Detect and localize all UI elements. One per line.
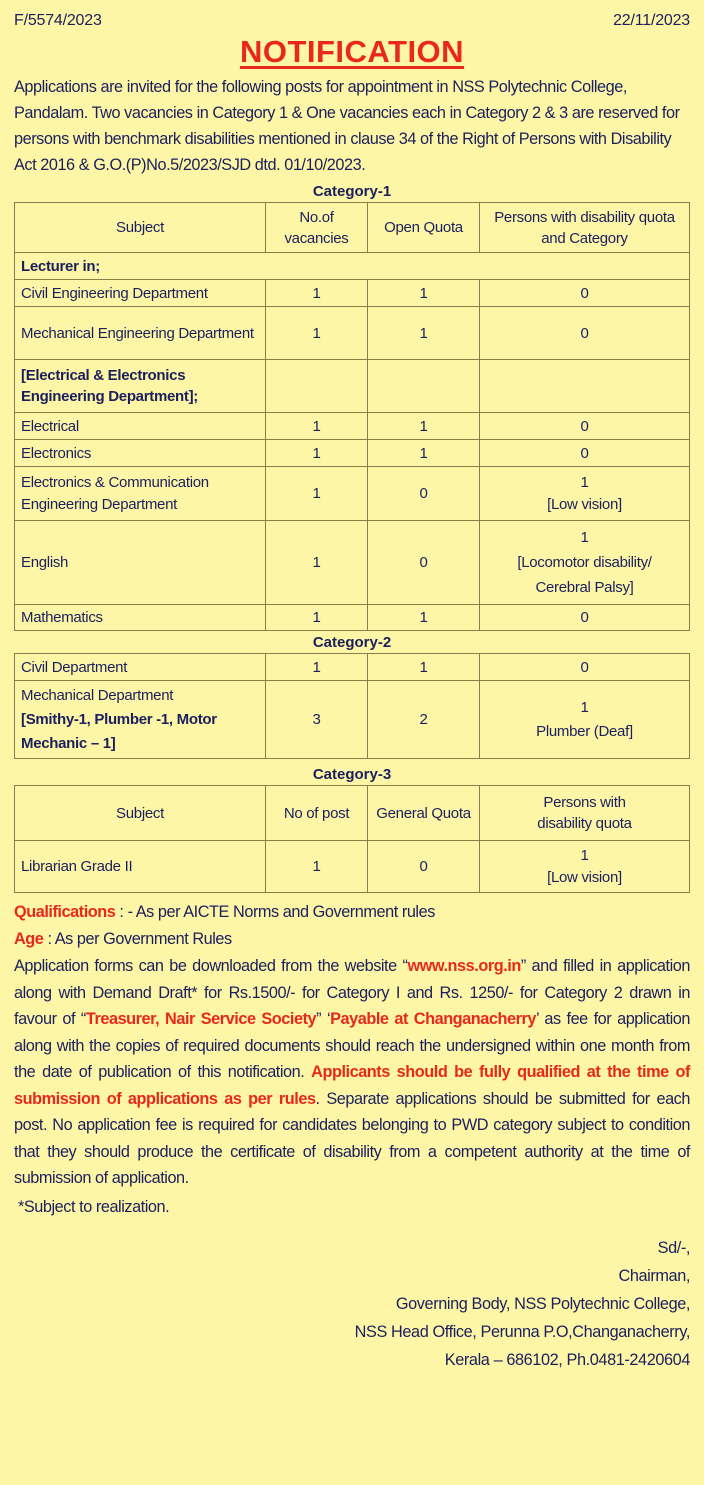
pwd-note: [Locomotor disability/ Cerebral Palsy] bbox=[517, 554, 652, 596]
table-row bbox=[15, 841, 690, 893]
pwd-note: [Low vision] bbox=[547, 868, 622, 886]
col-general-quota: General Quota bbox=[368, 786, 480, 841]
category-2-table bbox=[14, 653, 690, 759]
pwd-count: 1 bbox=[580, 529, 589, 546]
table-row bbox=[15, 605, 690, 631]
pwd-note: [Low vision] bbox=[547, 495, 622, 513]
cell-pwd: 0 bbox=[480, 440, 690, 467]
notice-title: NOTIFICATION bbox=[239, 34, 465, 69]
cell-subject: Electronics & Communication Engineering Department bbox=[15, 467, 266, 521]
cell-pwd bbox=[480, 681, 690, 759]
cell-vacancies: 1 bbox=[266, 654, 368, 681]
table-row bbox=[15, 440, 690, 467]
age-label: Age bbox=[14, 930, 44, 948]
qualifications-sep: : - bbox=[115, 903, 136, 921]
table-header-row bbox=[15, 786, 690, 841]
category-1-table bbox=[14, 202, 690, 631]
cell-vacancies: 3 bbox=[266, 681, 368, 759]
age-text: As per Government Rules bbox=[54, 930, 232, 948]
cell-subject: Civil Engineering Department bbox=[15, 280, 266, 307]
app-text-3: ” ‘ bbox=[316, 1010, 331, 1028]
notice-date: 22/11/2023 bbox=[613, 12, 690, 29]
pwd-count: 1 bbox=[580, 698, 589, 716]
cell-subject: Mechanical Engineering Department bbox=[15, 307, 266, 360]
table-row bbox=[15, 467, 690, 521]
app-text-2: ” and filled in application along with Demand Draft* for Rs.1500/- for Category I and Rs. 1250/- for Category 2 drawn in favour of “ bbox=[14, 957, 690, 1028]
table-row bbox=[15, 253, 690, 280]
cell-open: 1 bbox=[368, 413, 480, 440]
cell-pwd: 0 bbox=[480, 654, 690, 681]
cell-pwd: 0 bbox=[480, 605, 690, 631]
qualifications-text: As per AICTE Norms and Government rules bbox=[135, 903, 435, 921]
category-3-heading: Category-3 bbox=[312, 766, 392, 783]
col-pwd-quota: Persons with disability quota bbox=[480, 786, 690, 841]
cell-vacancies: 1 bbox=[266, 440, 368, 467]
reference-number: F/5574/2023 bbox=[14, 12, 102, 29]
cell-open: 1 bbox=[368, 307, 480, 360]
table-row bbox=[15, 360, 690, 413]
footnote: *Subject to realization. bbox=[18, 1197, 170, 1216]
category-3-table bbox=[14, 785, 690, 893]
cell-subject: Librarian Grade II bbox=[15, 841, 266, 893]
cell-vacancies: 1 bbox=[266, 307, 368, 360]
pwd-count: 1 bbox=[580, 846, 589, 864]
website-link[interactable]: www.nss.org.in bbox=[407, 957, 521, 975]
cell-vacancies: 1 bbox=[266, 280, 368, 307]
signature-address: NSS Head Office, Perunna P.O,Changanacherry, bbox=[354, 1323, 690, 1341]
group-label: Lecturer in; bbox=[15, 253, 690, 280]
cell-subject: Mathematics bbox=[15, 605, 266, 631]
cell-general: 0 bbox=[368, 841, 480, 893]
qualifications-line bbox=[14, 899, 690, 926]
pwd-note: Plumber (Deaf] bbox=[536, 722, 633, 740]
cell-pwd bbox=[480, 841, 690, 893]
table-header-row bbox=[15, 203, 690, 253]
table-row bbox=[15, 280, 690, 307]
cell-open: 0 bbox=[368, 521, 480, 605]
col-subject: Subject bbox=[15, 203, 266, 253]
age-line bbox=[14, 926, 690, 953]
signature-title: Chairman, bbox=[618, 1267, 690, 1285]
cell-subject: Electronics bbox=[15, 440, 266, 467]
signature-contact: Kerala – 686102, Ph.0481-2420604 bbox=[444, 1351, 690, 1369]
col-vacancies: No.of vacancies bbox=[266, 203, 368, 253]
table-row bbox=[15, 307, 690, 360]
cell-subject: English bbox=[15, 521, 266, 605]
table-row bbox=[15, 413, 690, 440]
category-1-heading: Category-1 bbox=[312, 183, 392, 200]
cell-open: 1 bbox=[368, 605, 480, 631]
header-line bbox=[14, 0, 690, 30]
application-paragraph bbox=[14, 953, 690, 1192]
cell-open: 1 bbox=[368, 440, 480, 467]
cell-vacancies: 1 bbox=[266, 521, 368, 605]
cell-open: 1 bbox=[368, 654, 480, 681]
table-row bbox=[15, 681, 690, 759]
cell-pwd bbox=[480, 521, 690, 605]
col-subject: Subject bbox=[15, 786, 266, 841]
subject-detail: [Smithy-1, Plumber -1, Motor Mechanic – 1] bbox=[21, 710, 217, 752]
col-pwd-quota: Persons with disability quota and Category bbox=[480, 203, 690, 253]
app-text-1: Application forms can be downloaded from the website “ bbox=[14, 957, 408, 975]
cell-pwd bbox=[480, 467, 690, 521]
col-open-quota: Open Quota bbox=[368, 203, 480, 253]
cell-vacancies: 1 bbox=[266, 413, 368, 440]
app-text-5: . Separate applications should be submitted for each post. No application fee is required for candidates belonging to PWD category subject to condition that they should produce the certificate of disability from a competent authority at the time of submission of application. bbox=[14, 1089, 690, 1187]
pwd-count: 1 bbox=[580, 473, 589, 491]
table-row bbox=[15, 521, 690, 605]
age-sep: : bbox=[43, 930, 55, 948]
cell-vacancies: 1 bbox=[266, 605, 368, 631]
cell-open: 1 bbox=[368, 280, 480, 307]
payable-at: Payable at Changanacherry bbox=[330, 1010, 536, 1028]
cell-vacancies: 1 bbox=[266, 467, 368, 521]
cell-pwd: 0 bbox=[480, 413, 690, 440]
payee-name: Treasurer, Nair Service Society bbox=[85, 1010, 317, 1028]
category-2-heading: Category-2 bbox=[312, 634, 392, 651]
cell-open: 0 bbox=[368, 467, 480, 521]
cell-subject: Civil Department bbox=[15, 654, 266, 681]
col-posts: No of post bbox=[266, 786, 368, 841]
signature-body: Governing Body, NSS Polytechnic College, bbox=[395, 1295, 690, 1313]
app-text-4: ’ as fee for application along with the copies of required documents should reach the undersigned within one month from the date of publication of this notification. bbox=[14, 1010, 690, 1081]
subgroup-label: [Electrical & Electronics Engineering Department]; bbox=[15, 360, 266, 413]
cell-subject: Electrical bbox=[15, 413, 266, 440]
cell-posts: 1 bbox=[266, 841, 368, 893]
cell-subject bbox=[15, 681, 266, 759]
table-row bbox=[15, 654, 690, 681]
cell-open: 2 bbox=[368, 681, 480, 759]
signature-sd: Sd/-, bbox=[657, 1239, 690, 1257]
qualifications-label: Qualifications bbox=[14, 903, 116, 921]
signature-block bbox=[14, 1234, 690, 1374]
cell-pwd: 0 bbox=[480, 307, 690, 360]
cell-pwd: 0 bbox=[480, 280, 690, 307]
qualified-emphasis: Applicants should be fully qualified at the time of submission of applications as per rules bbox=[14, 1063, 690, 1108]
subject-name: Mechanical Department bbox=[21, 686, 174, 704]
intro-paragraph: Applications are invited for the following posts for appointment in NSS Polytechnic College, Pandalam. Two vacancies in Category 1 & One vacancies each in Category 2 & 3 are reserved for persons with benchmark disabilities mentioned in clause 34 of the Right of Persons with Disability Act 2016 & G.O.(P)No.5/2023/SJD dtd. 01/10/2023. bbox=[14, 78, 680, 174]
